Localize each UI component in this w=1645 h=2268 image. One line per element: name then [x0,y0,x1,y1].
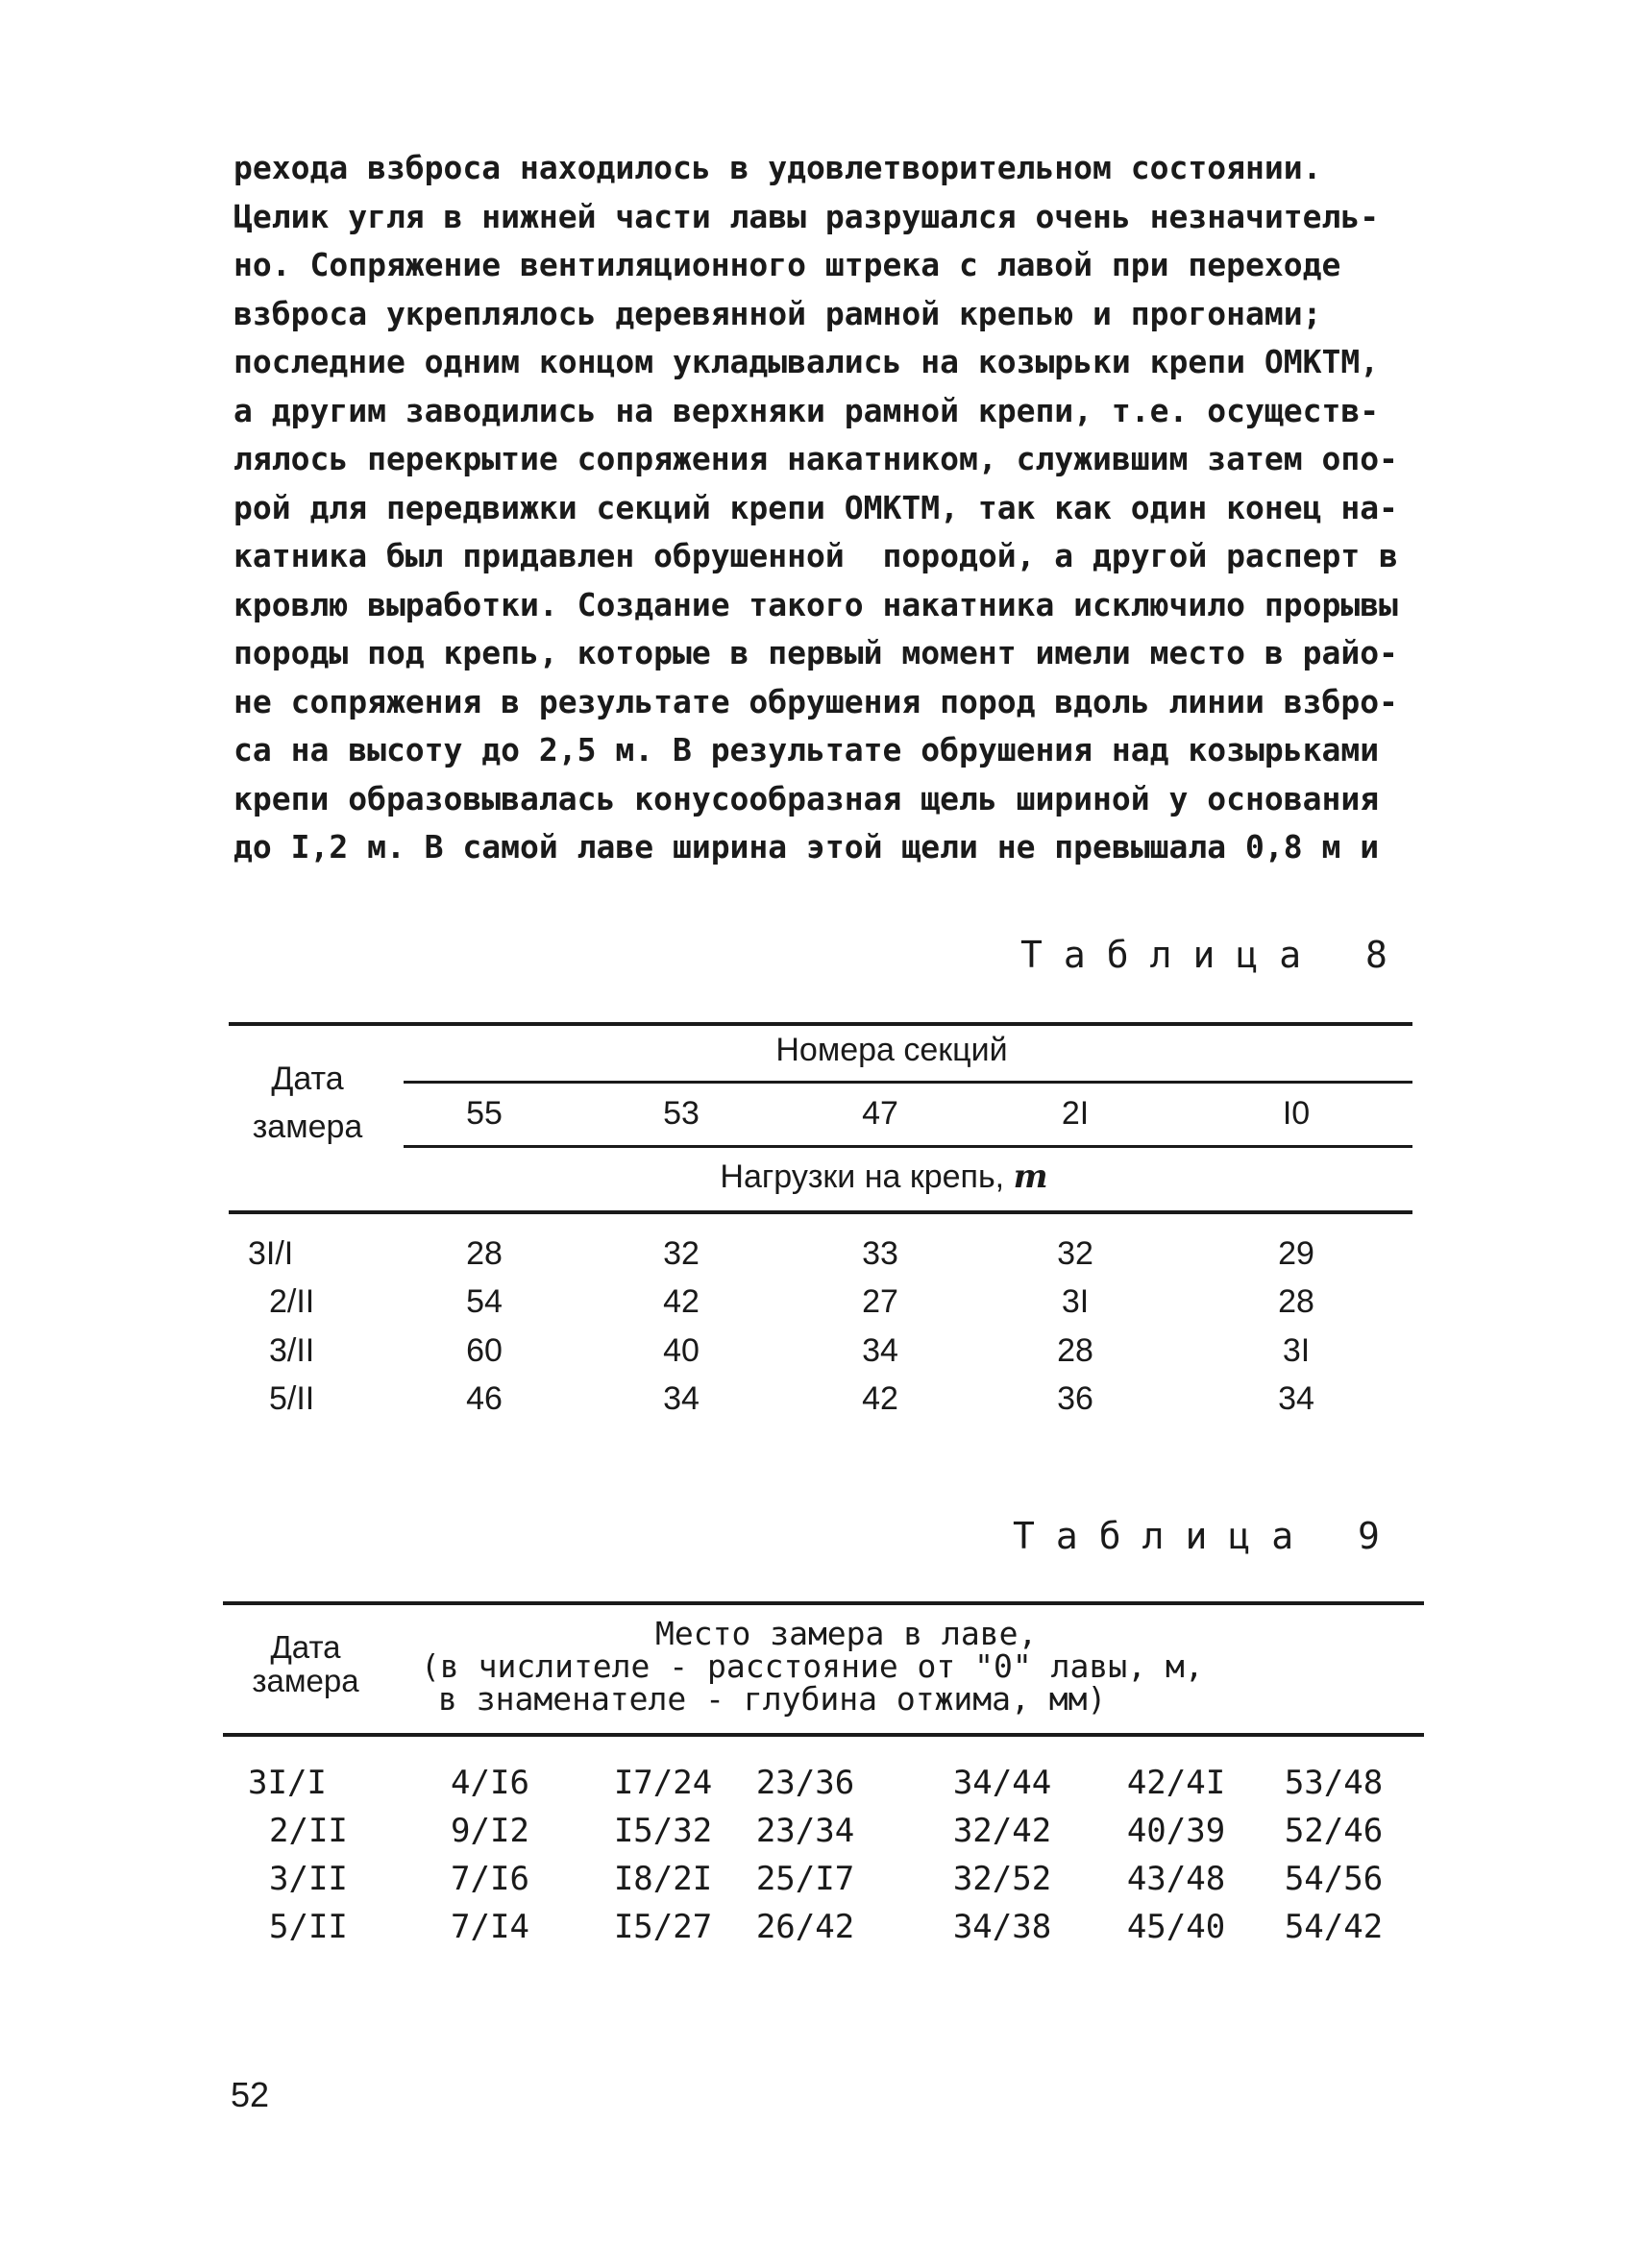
paragraph-line: но. Сопряжение вентиляционного штрека с лавой при переходе [233,246,1341,283]
table8-cell: 54 [466,1283,503,1320]
table8-top-rule [229,1022,1412,1026]
table8-cell: 32 [1057,1235,1093,1272]
table9-row-date: 2/II [269,1812,348,1850]
table9-cell: 54/42 [1284,1908,1384,1946]
table8-cell: 40 [663,1332,700,1369]
paragraph-line: а другим заводились на верхняки рамной крепи, т.е. осуществ- [233,391,1380,429]
table8-load-header-text: Нагрузки на крепь, [720,1158,1005,1195]
table8-cell: 29 [1278,1235,1314,1272]
paragraph-line: породы под крепь, которые в первый момент имели место в райо- [233,634,1398,671]
table9-cell: 25/I7 [755,1860,855,1898]
page-number: 52 [231,2075,270,2114]
table8-section-header: 55 [466,1095,503,1132]
table8-date-header-1: Дата [271,1061,344,1097]
paragraph-line: са на высоту до 2,5 м. В результате обрушения над козырьками [233,731,1380,768]
table9-cell: I7/24 [613,1764,713,1802]
table9-cell: 4/I6 [451,1764,529,1802]
table8-cell: 34 [663,1380,700,1417]
table8-cell: 42 [663,1283,700,1320]
paragraph-line: до I,2 м. В самой лаве ширина этой щели не превышала 0,8 м и [233,828,1380,866]
table8-section-header: 53 [663,1095,700,1132]
table8-caption: Таблица 8 [1020,934,1409,976]
table8-row-date: 3I/I [248,1235,294,1272]
table8-cell: 3I [1061,1283,1090,1320]
table9-cell: 40/39 [1126,1812,1226,1850]
table9-header-bottom-rule [223,1733,1424,1737]
table9-cell: 54/56 [1284,1860,1384,1898]
table8-section-header: 2I [1061,1095,1090,1132]
paragraph-line: Целик угля в нижней части лавы разрушался очень незначитель- [233,197,1380,235]
paragraph-line: крепи образовывалась конусообразная щель шириной у основания [233,779,1380,817]
table8-cell: 46 [466,1380,503,1417]
table9-row-date: 3/II [269,1860,348,1898]
table8-load-unit: т [1013,1158,1048,1196]
table8-cell: 28 [466,1235,503,1272]
table9-cell: 32/52 [952,1860,1052,1898]
paragraph-line: последние одним концом укладывались на козырьки крепи ОМКТМ, [233,343,1380,380]
table8-cell: 27 [862,1283,898,1320]
table9-cell: I8/2I [613,1860,713,1898]
table9-cell: 34/44 [952,1764,1052,1802]
table8-cell: 3I [1282,1332,1311,1369]
table8-cell: 42 [862,1380,898,1417]
table9-cell: I5/27 [613,1908,713,1946]
table8-section-header: I0 [1282,1095,1311,1132]
table8-cell: 28 [1057,1332,1093,1369]
paragraph-line: рой для передвижки секций крепи ОМКТМ, так как один конец на- [233,488,1398,526]
table9-cell: 43/48 [1126,1860,1226,1898]
table9-header-line-2: (в числителе - расстояние от "0" лавы, м, [421,1647,1204,1685]
table8-sections-rule [404,1145,1412,1148]
table9-cell: 23/34 [755,1812,855,1850]
paragraph-line: лялось перекрытие сопряжения накатником, служившим затем опо- [233,440,1398,477]
table9-cell: 45/40 [1126,1908,1226,1946]
table9-cell: 23/36 [755,1764,855,1802]
table9-cell: 26/42 [755,1908,855,1946]
table9-row-date: 3I/I [248,1764,327,1802]
table9-caption: Таблица 9 [1013,1515,1401,1557]
table8-group-header: Номера секций [775,1032,1008,1068]
table9-cell: 53/48 [1284,1764,1384,1802]
table8-date-header-2: замера [252,1109,363,1145]
table9-cell: 9/I2 [451,1812,529,1850]
table9-cell: I5/32 [613,1812,713,1850]
table9-cell: 42/4I [1126,1764,1226,1802]
table8-cell: 32 [663,1235,700,1272]
paragraph-line: кровлю выработки. Создание такого накатника исключило прорывы [233,585,1398,623]
table9-header-line-3: в знаменателе - глубина отжима, мм) [438,1680,1107,1718]
table9-date-header-1: Дата [270,1629,341,1665]
table9-top-rule [223,1601,1424,1605]
table8-cell: 60 [466,1332,503,1369]
paragraph-line: не сопряжения в результате обрушения пород вдоль линии взбро- [233,682,1398,720]
table9-date-header-2: замера [252,1663,359,1698]
table8-load-header [720,1158,1047,1196]
paragraph-line: катника был придавлен обрушенной породой, а другой расперт в [233,537,1398,574]
table8-row-date: 2/II [269,1283,315,1320]
paragraph-line: рехода взброса находилось в удовлетворительном состоянии. [233,149,1322,186]
table9-cell: 34/38 [952,1908,1052,1946]
table9-cell: 7/I4 [451,1908,529,1946]
table9-cell: 7/I6 [451,1860,529,1898]
table8-row-date: 5/II [269,1380,315,1417]
body-paragraph [233,144,1435,872]
table8-group-rule [404,1081,1412,1084]
table9-cell: 52/46 [1284,1812,1384,1850]
table8-header-bottom-rule [229,1210,1412,1214]
table8-cell: 34 [862,1332,898,1369]
table9-header-line-1: Место замера в лаве, [655,1615,1038,1652]
table8-cell: 33 [862,1235,898,1272]
table8-section-header: 47 [862,1095,898,1132]
table8-cell: 28 [1278,1283,1314,1320]
table8-cell: 34 [1278,1380,1314,1417]
table9-cell: 32/42 [952,1812,1052,1850]
table8-row-date: 3/II [269,1332,315,1369]
table8-cell: 36 [1057,1380,1093,1417]
table9-row-date: 5/II [269,1908,348,1946]
paragraph-line: взброса укреплялось деревянной рамной крепью и прогонами; [233,294,1322,332]
